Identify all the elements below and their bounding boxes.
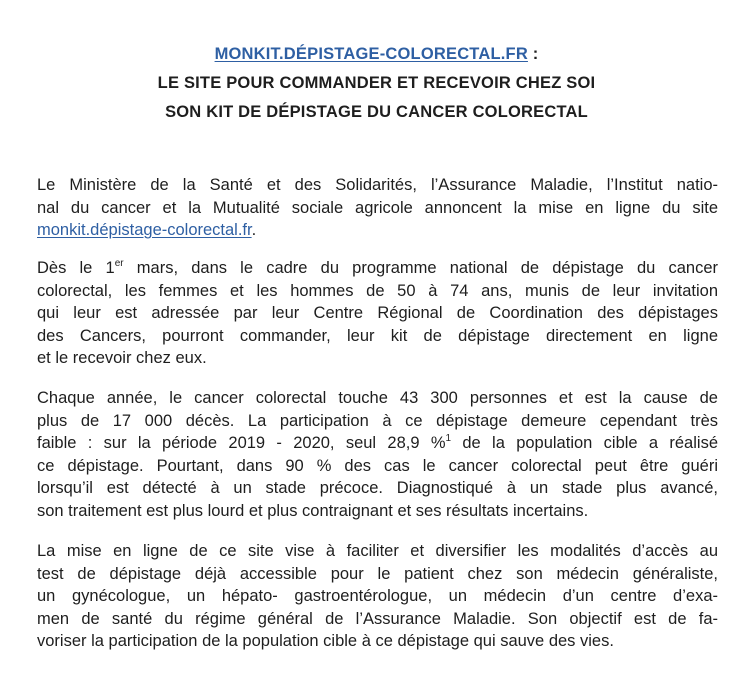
p3-line-3 [37, 432, 718, 455]
p1-line-1: Le Ministère de la Santé et des Solidarités, l’Assurance Maladie, l’Institut natio- [37, 176, 718, 194]
p3-line-2: plus de 17 000 décès. La participation à ce dépistage demeure cependant très [37, 411, 718, 430]
header-title-line-2: SON KIT DE DÉPISTAGE DU CANCER COLORECTAL [165, 103, 588, 121]
p3-line-3-start: faible : sur la période 2019 - 2020, seul 28,9 % [37, 434, 446, 453]
p3-footnote-superscript: 1 [445, 432, 452, 444]
p2-line-4: des Cancers, pourront commander, leur kit de dépistage directement en ligne [37, 326, 718, 345]
paragraph-3 [37, 387, 718, 523]
p1-link-suffix: . [251, 221, 257, 240]
p4-line-2: test de dépistage déjà accessible pour le patient chez son médecin généraliste, [37, 564, 718, 583]
paragraph-2 [37, 257, 718, 370]
p3-line-4: ce dépistage. Pourtant, dans 90 % des cas le cancer colorectal peut être guéri [37, 456, 718, 475]
paragraph-4 [37, 540, 718, 653]
p2-line-1-end: mars, dans le cadre du programme national de dépistage du cancer [123, 259, 719, 277]
p3-line-5: lorsqu’il est détecté à un stade précoce. Diagnostiqué à un stade plus avancé, [37, 479, 718, 498]
p3-line-1: Chaque année, le cancer colorectal touche 43 300 personnes et est la cause de [37, 389, 718, 407]
p3-line-6: son traitement est plus lourd et plus contraignant et ses résultats incertains. [37, 501, 589, 520]
p4-line-5: voriser la participation de la population cible à ce dépistage qui sauve des vies. [37, 632, 614, 651]
p2-line-1 [37, 257, 718, 280]
p1-line-2: nal du cancer et la Mutualité sociale agricole annoncent la mise en ligne du site [37, 198, 718, 217]
header-line-1 [0, 40, 753, 69]
site-link-inline[interactable]: monkit.dépistage-colorectal.fr [37, 221, 252, 240]
p2-ordinal-superscript: er [114, 257, 124, 269]
press-release-header [0, 40, 753, 127]
p2-line-3: qui leur est adressée par leur Centre Régional de Coordination des dépistages [37, 304, 718, 323]
p2-line-5: et le recevoir chez eux. [37, 349, 207, 368]
p3-line-3-end: de la population cible a réalisé [451, 434, 718, 453]
paragraph-1 [37, 174, 718, 242]
p2-line-1-start: Dès le 1 [37, 259, 115, 277]
site-link-title[interactable]: MONKIT.DÉPISTAGE-COLORECTAL.FR [214, 45, 528, 63]
p1-line-3 [37, 219, 718, 242]
p4-line-3: un gynécologue, un hépato- gastroentérologue, un médecin d’un centre d’exa- [37, 587, 718, 606]
p4-line-1: La mise en ligne de ce site vise à faciliter et diversifier les modalités d’accès au [37, 542, 718, 560]
header-title-line-1: LE SITE POUR COMMANDER ET RECEVOIR CHEZ SOI [157, 74, 596, 92]
site-link-suffix: : [527, 45, 539, 63]
p2-line-2: colorectal, les femmes et les hommes de 50 à 74 ans, munis de leur invitation [37, 281, 718, 300]
p4-line-4: men de santé du régime général de l’Assurance Maladie. Son objectif est de fa- [37, 609, 718, 628]
